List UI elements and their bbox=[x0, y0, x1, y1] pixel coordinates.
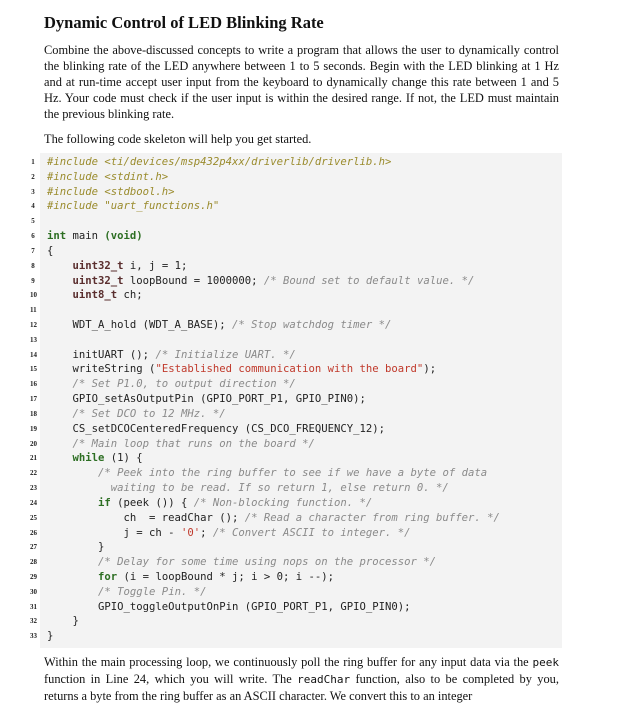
code-line bbox=[30, 303, 630, 318]
code-text bbox=[47, 511, 500, 526]
code-line bbox=[30, 585, 630, 600]
code-token bbox=[47, 586, 98, 598]
code-text bbox=[47, 199, 219, 214]
code-line bbox=[31, 229, 630, 244]
code-token: ch = readChar (); bbox=[47, 511, 245, 524]
line-number: 20 bbox=[30, 439, 37, 448]
code-line bbox=[30, 348, 630, 363]
code-line bbox=[30, 318, 630, 333]
code-line bbox=[30, 288, 630, 303]
intro-paragraph: Combine the above-discussed concepts to write a program that allows the user to dynamically control the blinking rate of the LED anywhere between 1 to 5 seconds. Begin with the LED blinking at 1 Hz and at run-time accept user input from the keyboard to dynamically change this rate between 1 and 5 Hz. Your code must check if the user input is within the desired range. If not, the LED must maintain the previous blinking rate. bbox=[44, 43, 559, 121]
code-text bbox=[47, 555, 436, 570]
code-token: j = ch - bbox=[47, 526, 181, 539]
code-text bbox=[47, 496, 372, 511]
code-token: WDT_A_hold (WDT_A_BASE); bbox=[47, 319, 232, 332]
code-token: uint32_t bbox=[72, 274, 124, 287]
code-text bbox=[47, 377, 296, 392]
code-token: GPIO_setAsOutputPin (GPIO_PORT_P1, GPIO_PIN0); bbox=[47, 393, 366, 406]
code-token: main bbox=[66, 230, 105, 243]
code-line bbox=[31, 259, 630, 274]
code-token: i, j = 1; bbox=[123, 259, 188, 272]
code-token: writeString ( bbox=[47, 363, 156, 376]
code-token bbox=[47, 467, 98, 479]
code-line bbox=[30, 614, 630, 629]
code-text bbox=[47, 422, 385, 437]
code-token: #include "uart_functions.h" bbox=[47, 200, 220, 213]
line-number: 7 bbox=[31, 246, 35, 255]
code-text bbox=[47, 288, 143, 303]
line-number: 4 bbox=[31, 202, 35, 211]
code-line bbox=[30, 540, 630, 555]
code-token: /* Toggle Pin. */ bbox=[98, 585, 207, 598]
code-text bbox=[47, 481, 449, 496]
code-text bbox=[47, 600, 411, 615]
code-token: uint8_t bbox=[72, 289, 118, 302]
code-line bbox=[30, 437, 630, 452]
outro-code-peek: peek bbox=[532, 656, 559, 669]
line-number: 6 bbox=[31, 232, 35, 241]
line-number: 11 bbox=[30, 306, 37, 315]
code-token: { bbox=[47, 244, 54, 257]
line-number: 28 bbox=[30, 558, 37, 567]
code-line bbox=[30, 496, 630, 511]
code-token: /* Convert ASCII to integer. */ bbox=[212, 526, 411, 539]
code-token bbox=[47, 408, 73, 420]
code-text bbox=[47, 407, 226, 422]
code-token: /* Non-blocking function. */ bbox=[193, 496, 373, 509]
line-number: 1 bbox=[31, 158, 35, 166]
code-line bbox=[30, 481, 630, 496]
line-number: 12 bbox=[30, 321, 37, 330]
code-text bbox=[47, 170, 168, 185]
code-token: ; bbox=[200, 526, 213, 539]
code-token bbox=[47, 289, 73, 301]
code-token: CS_setDCOCenteredFrequency (CS_DCO_FREQUENCY_12); bbox=[47, 422, 386, 435]
code-line bbox=[30, 511, 630, 526]
code-token: initUART (); bbox=[47, 348, 156, 361]
code-token: /* Bound set to default value. */ bbox=[263, 274, 475, 287]
code-text bbox=[47, 392, 366, 407]
code-token: loopBound = 1000000; bbox=[123, 274, 264, 287]
line-number: 32 bbox=[30, 617, 37, 626]
code-line bbox=[31, 155, 630, 170]
code-text bbox=[47, 526, 411, 541]
code-line bbox=[30, 555, 630, 570]
code-text bbox=[47, 244, 53, 259]
code-line bbox=[30, 570, 630, 585]
outro-code-readchar: readChar bbox=[297, 673, 351, 686]
code-text bbox=[47, 229, 143, 244]
code-line bbox=[30, 362, 630, 377]
code-token: /* Stop watchdog timer */ bbox=[231, 319, 392, 332]
code-token: ); bbox=[423, 363, 437, 376]
code-token bbox=[47, 497, 98, 509]
code-token: ch; bbox=[117, 289, 143, 302]
code-token: (i = loopBound * j; i > 0; i --); bbox=[117, 570, 335, 583]
outro-paragraph bbox=[44, 654, 559, 704]
code-token: #include <stdbool.h> bbox=[47, 185, 175, 198]
code-text bbox=[47, 540, 104, 555]
line-number: 26 bbox=[30, 528, 37, 537]
code-text bbox=[47, 629, 53, 644]
line-number: 23 bbox=[30, 484, 37, 493]
code-text bbox=[47, 348, 296, 363]
outro-text-1: Within the main processing loop, we continuously poll the ring buffer for any input data via the bbox=[44, 655, 533, 669]
line-number: 29 bbox=[30, 572, 37, 581]
code-token: "Established communication with the board" bbox=[155, 363, 424, 376]
code-line bbox=[30, 466, 630, 481]
line-number: 30 bbox=[30, 587, 37, 596]
code-line bbox=[30, 333, 630, 348]
line-number: 24 bbox=[30, 498, 37, 507]
code-text bbox=[47, 570, 334, 585]
line-number: 13 bbox=[30, 335, 37, 344]
code-token: (peek ()) { bbox=[110, 496, 194, 509]
code-text bbox=[47, 362, 436, 377]
code-line bbox=[31, 244, 630, 259]
code-token: GPIO_toggleOutputOnPin (GPIO_PORT_P1, GPIO_PIN0); bbox=[47, 600, 411, 613]
code-text bbox=[47, 614, 79, 629]
code-listing bbox=[30, 153, 562, 648]
line-number: 10 bbox=[30, 291, 37, 300]
code-token: /* Set P1.0, to output direction */ bbox=[72, 378, 296, 391]
code-text bbox=[47, 437, 315, 452]
code-token: (1) { bbox=[104, 452, 143, 465]
code-token: waiting to be read. If so return 1, else return 0. */ bbox=[110, 482, 449, 495]
code-token: #include <stdint.h> bbox=[47, 170, 169, 183]
code-line bbox=[31, 199, 630, 214]
line-number: 18 bbox=[30, 409, 37, 418]
line-number: 22 bbox=[30, 469, 37, 478]
line-number: 33 bbox=[30, 632, 37, 641]
code-token bbox=[47, 482, 111, 494]
code-text bbox=[47, 155, 391, 170]
outro-text-2: function in Line 24, which you will write. The bbox=[44, 672, 298, 686]
line-number: 14 bbox=[30, 350, 37, 359]
code-line bbox=[30, 392, 630, 407]
line-number: 2 bbox=[31, 172, 35, 181]
code-token: } bbox=[47, 630, 54, 643]
line-number: 9 bbox=[31, 276, 35, 285]
code-token: } bbox=[47, 541, 105, 554]
code-line bbox=[31, 170, 630, 185]
skeleton-note: The following code skeleton will help you get started. bbox=[44, 132, 312, 146]
code-token: if bbox=[98, 496, 111, 509]
code-line bbox=[31, 214, 630, 229]
code-token: /* Read a character from ring buffer. */ bbox=[244, 511, 500, 524]
line-number: 17 bbox=[30, 395, 37, 404]
code-line bbox=[30, 377, 630, 392]
code-line bbox=[30, 451, 630, 466]
code-token: while bbox=[72, 452, 105, 465]
line-number: 5 bbox=[31, 217, 35, 226]
code-token: /* Main loop that runs on the board */ bbox=[72, 437, 315, 450]
line-number: 19 bbox=[30, 424, 37, 433]
code-token: } bbox=[47, 615, 79, 628]
code-text bbox=[47, 466, 487, 481]
outro-text-3: function, also to be completed by you, returns a byte from the ring buffer as an ASCII character. We convert this to an integer bbox=[44, 672, 559, 703]
code-line bbox=[30, 422, 630, 437]
code-line bbox=[30, 600, 630, 615]
code-token bbox=[47, 556, 98, 568]
line-number: 8 bbox=[31, 261, 35, 270]
code-token: uint32_t bbox=[72, 259, 124, 272]
code-text bbox=[47, 451, 143, 466]
code-token bbox=[47, 260, 73, 272]
section-title: Dynamic Control of LED Blinking Rate bbox=[44, 13, 324, 32]
line-number: 31 bbox=[30, 602, 37, 611]
code-token bbox=[47, 571, 98, 583]
code-token bbox=[47, 275, 73, 287]
code-token: /* Peek into the ring buffer to see if we have a byte of data bbox=[98, 467, 488, 480]
code-token bbox=[47, 438, 73, 450]
code-token: for bbox=[98, 570, 118, 583]
code-text bbox=[47, 185, 175, 200]
code-token: '0' bbox=[180, 526, 201, 539]
code-text bbox=[47, 274, 474, 289]
code-token: #include <ti/devices/msp432p4xx/driverlib/driverlib.h> bbox=[47, 156, 392, 168]
code-line bbox=[30, 629, 630, 644]
code-token: (void) bbox=[104, 230, 143, 243]
code-token: int bbox=[47, 230, 67, 243]
line-number: 16 bbox=[30, 380, 37, 389]
code-token bbox=[47, 378, 73, 390]
code-token: /* Initialize UART. */ bbox=[155, 348, 296, 361]
code-line bbox=[31, 185, 630, 200]
line-number: 21 bbox=[30, 454, 37, 463]
line-number: 3 bbox=[31, 187, 35, 196]
code-token: /* Delay for some time using nops on the processor */ bbox=[98, 556, 437, 569]
code-token bbox=[47, 452, 73, 464]
line-number: 15 bbox=[30, 365, 37, 374]
code-line bbox=[31, 274, 630, 289]
line-number: 25 bbox=[30, 513, 37, 522]
code-line bbox=[30, 526, 630, 541]
code-text bbox=[47, 585, 206, 600]
code-token: /* Set DCO to 12 MHz. */ bbox=[72, 407, 226, 420]
code-line bbox=[30, 407, 630, 422]
line-number: 27 bbox=[30, 543, 37, 552]
code-text bbox=[47, 259, 187, 274]
code-text bbox=[47, 318, 391, 333]
